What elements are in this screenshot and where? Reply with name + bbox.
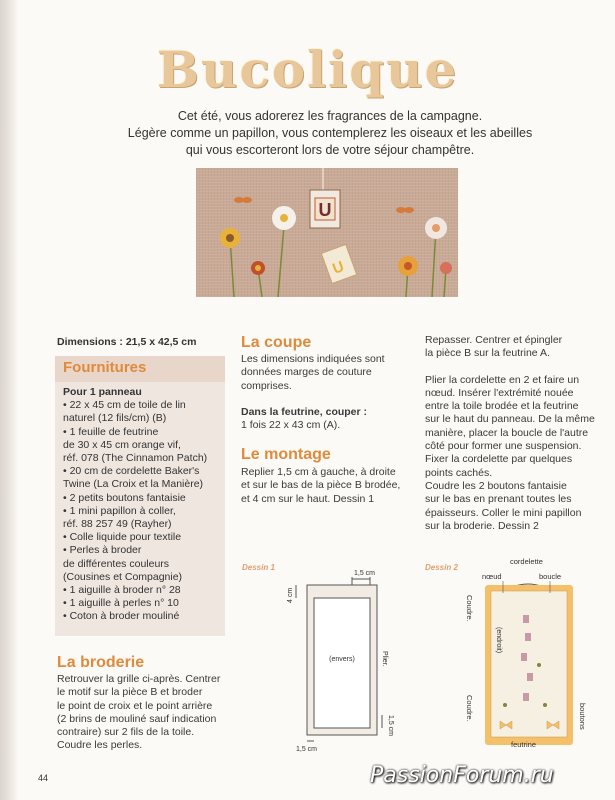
montage-line: et 4 cm sur le haut. Dessin 1 — [241, 492, 375, 505]
fournitures-item: Twine (La Croix et la Manière) — [63, 478, 204, 491]
fournitures-item: • 22 x 45 cm de toile de lin — [63, 399, 186, 412]
montage-line: Replier 1,5 cm à gauche, à droite — [241, 466, 396, 478]
intro-text — [80, 108, 580, 159]
coupe-line: Les dimensions indiquées sont — [241, 353, 385, 365]
dessin2-boutons: boutons — [578, 703, 587, 730]
page-title: Bucolique — [156, 40, 459, 99]
montage-line: nœud. Insérer l'extrémité nouée — [425, 386, 574, 399]
coupe-sub: Dans la feutrine, couper : — [241, 405, 368, 418]
fournitures-item: réf. 078 (The Cinnamon Patch) — [63, 452, 208, 465]
dessin2-endroit: (endroit) — [495, 627, 502, 654]
fabric-piece — [314, 598, 370, 728]
broderie-line: contraire) sur 2 fils de la toile. — [57, 726, 195, 739]
page-binding-shadow — [0, 0, 18, 800]
fournitures-item: • 1 aiguille à broder n° 28 — [63, 584, 181, 597]
coupe-line: comprises. — [241, 379, 292, 392]
page-number: 44 — [38, 773, 49, 783]
fournitures-item: • 1 aiguille à perles n° 10 — [63, 597, 179, 610]
fournitures-item: réf. 88 257 49 (Rayher) — [63, 518, 172, 531]
montage-line: Plier la cordelette en 2 et faire un — [425, 373, 580, 386]
montage-line: sur le bas en prenant toutes les — [425, 493, 572, 506]
embroidery-illustration — [196, 168, 458, 297]
fournitures-item: • Perles à broder — [63, 544, 142, 557]
broderie-line: Retrouver la grille ci-après. Centrer — [57, 673, 221, 685]
fournitures-item: • 1 feuille de feutrine — [63, 425, 159, 438]
broderie-line: (2 brins de mouliné sauf indication — [57, 712, 217, 725]
watermark: PassionForum.ru — [370, 763, 554, 788]
montage-line: entre la toile brodée et la feutrine — [425, 400, 579, 413]
fournitures-item: • 1 mini papillon à coller, — [63, 504, 176, 517]
montage-heading: Le montage — [241, 446, 331, 463]
dessin1-bottom-measure: 1,5 cm — [296, 746, 318, 753]
montage-line: la pièce B sur la feutrine A. — [425, 347, 550, 360]
coupe-heading: La coupe — [241, 334, 312, 351]
fournitures-item: • 2 petits boutons fantaisie — [63, 491, 186, 504]
fournitures-item: • 20 cm de cordelette Baker's — [63, 465, 200, 478]
dessin1-center-label: (envers) — [329, 656, 355, 663]
coupe-line: données marges de couture — [241, 366, 372, 379]
fournitures-item: naturel (12 fils/cm) (B) — [63, 412, 167, 425]
dessin1-fold-label: Plier. — [381, 651, 388, 667]
broderie-line: Coudre les perles. — [57, 739, 143, 752]
montage-continued — [425, 334, 600, 533]
dessin1-diagram — [280, 565, 410, 755]
montage-line: Repasser. Centrer et épingler — [425, 334, 563, 346]
montage-line: sur le haut du panneau. De la même — [425, 413, 595, 426]
montage-line: Coudre les 2 boutons fantaisie — [425, 479, 567, 492]
dessin2-diagram — [455, 555, 605, 750]
dessin1-left-measure: 4 cm — [287, 587, 294, 603]
montage-line: Fixer la cordelette par quelques — [425, 453, 573, 466]
dimensions: Dimensions : 21,5 x 42,5 cm — [57, 336, 197, 348]
fournitures-item: • Coton à broder mouliné — [63, 610, 180, 623]
coupe-sub-line: 1 fois 22 x 43 cm (A). — [241, 419, 341, 432]
broderie-heading: La broderie — [57, 654, 145, 671]
intro-line: Cet été, vous adorerez les fragrances de la campagne. — [177, 109, 483, 123]
embroidered-piece — [491, 591, 567, 737]
dessin2-label: Dessin 2 — [425, 563, 458, 572]
montage-line — [425, 361, 600, 374]
broderie-text — [57, 673, 235, 753]
dessin2-coudre-top: Coudre. — [465, 595, 474, 622]
dessin2-feutrine: feutrine — [511, 740, 537, 749]
montage-line: épaisseurs. Coller le mini papillon — [425, 506, 582, 519]
tag-letter-u: U — [318, 200, 332, 220]
tag-letter-u-2: U — [330, 258, 347, 278]
fournitures-heading: Fournitures — [55, 356, 225, 382]
dessin2-coudre-bottom: Coudre. — [465, 695, 474, 722]
montage-text — [241, 466, 421, 506]
embroidery-photo — [196, 168, 458, 297]
fournitures-item: • Colle liquide pour textile — [63, 531, 182, 544]
intro-line: qui vous escorteront lors de votre séjour champêtre. — [185, 143, 475, 157]
montage-line: et sur le bas de la pièce B brodée, — [241, 479, 401, 492]
dessin2-noeud: nœud — [482, 572, 502, 581]
dessin2-cordelette: cordelette — [510, 557, 543, 566]
dessin1-right-measure: 1,5 cm — [387, 715, 394, 737]
broderie-line: le point de croix et le point arrière — [57, 699, 213, 712]
dessin2-boucle: boucle — [539, 572, 562, 581]
montage-line: manière, placer la boucle de l'autre — [425, 426, 589, 439]
dessin1-top-measure: 1,5 cm — [354, 570, 376, 577]
montage-line: côté pour former une suspension. — [425, 440, 582, 453]
dessin1-label: Dessin 1 — [242, 563, 275, 572]
montage-line: points cachés. — [425, 466, 493, 479]
fournitures-panel — [55, 356, 225, 636]
intro-line: Légère comme un papillon, vous contemplerez les oiseaux et les abeilles — [127, 126, 533, 140]
fournitures-item: (Cousines et Compagnie) — [63, 570, 183, 583]
fournitures-subheading: Pour 1 panneau — [63, 386, 142, 398]
montage-line: sur la broderie. Dessin 2 — [425, 519, 539, 532]
broderie-line: le motif sur la pièce B et broder — [57, 686, 203, 699]
coupe-text — [241, 353, 421, 432]
fournitures-item: de 30 x 45 cm orange vif, — [63, 438, 181, 451]
fournitures-item: de différentes couleurs — [63, 557, 170, 570]
